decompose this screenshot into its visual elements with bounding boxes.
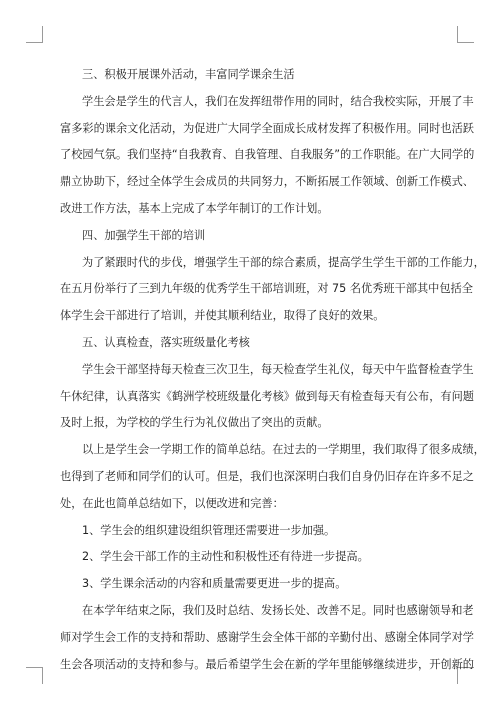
text-line: 改进工作方法，基本上完成了本学年制订的工作计划。 — [60, 201, 329, 215]
text-line: 鼎立协助下，经过全体学生会成员的共同努力，不断拓展工作领域、创新工作模式、 — [60, 175, 474, 189]
corner-mark-bottom-left — [26, 667, 43, 684]
text-line: 3、学生课余活动的内容和质量需要更进一步的提高。 — [82, 577, 347, 591]
text-line: 午休纪律，认真落实《鹤洲学校班级量化考核》做到每天有检查每天有公布，有问题 — [60, 389, 474, 403]
text-line: 师对学生会工作的支持和帮助、感谢学生会全体干部的辛勤付出、感谢全体同学对学 — [60, 630, 474, 644]
text-line: 在本学年结束之际，我们及时总结、发扬长处、改善不足。同时也感谢领导和老 — [82, 603, 474, 617]
text-line: 在五月份举行了三到九年级的优秀学生干部培训班，对 75 名优秀班干部其中包括全 — [60, 282, 473, 296]
text-line: 三、积极开展课外活动，丰富同学课余生活 — [82, 68, 295, 81]
text-line: 了校园气氛。我们坚持“自我教育、自我管理、自我服务”的工作职能。在广大同学的 — [60, 148, 475, 162]
text-line: 2、学生会干部工作的主动性和积极性还有待进一步提高。 — [82, 550, 369, 564]
text-line: 1、学生会的组织建设组织管理还需要进一步加强。 — [82, 523, 336, 537]
text-line: 体学生会干部进行了培训，并使其顺利结业，取得了良好的效果。 — [60, 309, 385, 323]
corner-mark-top-right — [457, 26, 474, 43]
text-line: 学生会干部坚持每天检查三次卫生，每天检查学生礼仪，每天中午监督检查学生 — [82, 362, 474, 376]
text-line: 及时上报，为学校的学生行为礼仪做出了突出的贡献。 — [60, 416, 329, 430]
text-line: 以上是学生会一学期工作的简单总结。在过去的一学期里，我们取得了很多成绩， — [82, 443, 485, 457]
text-line: 四、加强学生干部的培训 — [82, 228, 206, 242]
text-line: 学生会是学生的代言人，我们在发挥纽带作用的同时，结合我校实际，开展了丰 — [82, 94, 474, 108]
text-line: 为了紧跟时代的步伐，增强学生干部的综合素质，提高学生学生干部的工作能力， — [82, 255, 485, 269]
text-line: 富多彩的课余文化活动，为促进广大同学全面成长成材发挥了积极作用。同时也活跃 — [60, 121, 474, 135]
document-body — [60, 62, 485, 678]
text-line: 五、认真检查，落实班级量化考核 — [82, 335, 250, 349]
corner-mark-top-left — [26, 26, 43, 43]
text-line: 也得到了老师和同学们的认可。但是，我们也深深明白我们自身仍旧存在许多不足之 — [60, 469, 474, 483]
text-line: 处，在此也简单总结如下，以便改进和完善： — [60, 496, 284, 510]
text-line: 生会各项活动的支持和参与。最后希望学生会在新的学年里能够继续进步，开创新的 — [60, 657, 474, 671]
